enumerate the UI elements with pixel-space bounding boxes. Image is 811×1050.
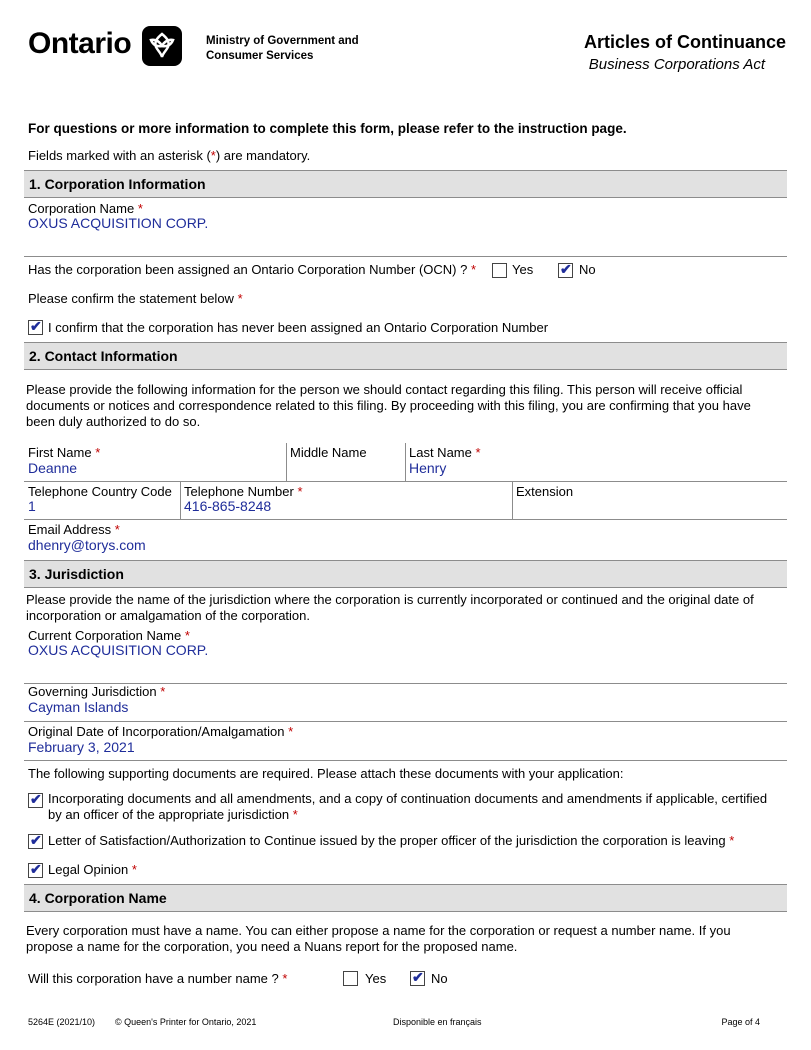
divider (24, 256, 787, 257)
section-title: 2. Contact Information (29, 348, 178, 364)
section-header-contact-info (24, 342, 787, 370)
check-icon: ✔ (560, 261, 572, 277)
middle-name-field[interactable] (290, 460, 400, 478)
required-marker: * (288, 724, 294, 739)
current-name-label (28, 628, 190, 643)
ministry-name (206, 34, 359, 64)
ocn-yes-label: Yes (512, 262, 534, 277)
question-text: Will this corporation have a number name ? (28, 971, 279, 986)
last-name-label (409, 445, 481, 460)
number-name-no-checkbox[interactable] (410, 971, 425, 986)
asterisk-symbol: * (210, 148, 216, 163)
divider (180, 481, 181, 519)
corporation-name-field[interactable]: OXUS ACQUISITION CORP. (28, 215, 209, 231)
mandatory-suffix: ) are mandatory. (215, 148, 311, 163)
form-title: Articles of Continuance (583, 32, 786, 52)
label-text: Governing Jurisdiction (28, 684, 157, 699)
paragraph-line: been duly authorized to do so. (26, 414, 201, 429)
required-marker: * (475, 445, 481, 460)
current-name-field[interactable]: OXUS ACQUISITION CORP. (28, 642, 209, 658)
check-icon: ✔ (30, 832, 42, 848)
email-label (28, 522, 120, 537)
label-text: by an officer of the appropriate jurisdiction (48, 807, 290, 822)
section-title: 3. Jurisdiction (29, 566, 124, 582)
confirm-statement: I confirm that the corporation has never been assigned an Ontario Corporation Number (48, 320, 549, 335)
required-marker: * (131, 862, 137, 877)
section-title: 4. Corporation Name (29, 890, 167, 906)
governing-jurisdiction-field[interactable]: Cayman Islands (28, 699, 129, 715)
doc-incorporating-label (48, 791, 767, 823)
ocn-yes-checkbox[interactable] (492, 263, 507, 278)
corporation-name-label (28, 201, 143, 216)
section-header-corporation-name (24, 884, 787, 912)
footer-french-link[interactable]: Disponible en français (393, 1017, 482, 1027)
required-marker: * (292, 807, 298, 822)
ministry-line-1: Ministry of Government and (206, 35, 359, 47)
incorporation-date-field[interactable]: February 3, 2021 (28, 739, 135, 755)
ontario-logo (28, 26, 188, 66)
number-name-no-label: No (431, 971, 448, 986)
divider (24, 721, 787, 722)
middle-name-label: Middle Name (290, 445, 367, 460)
mandatory-note (28, 148, 310, 163)
ministry-line-2: Consumer Services (206, 50, 314, 62)
footer-copyright: © Queen's Printer for Ontario, 2021 (115, 1017, 257, 1027)
corporation-name-intro (26, 923, 731, 955)
check-icon: ✔ (30, 318, 42, 334)
first-name-label (28, 445, 100, 460)
label-text: Legal Opinion (48, 862, 129, 877)
number-name-yes-label: Yes (365, 971, 387, 986)
paragraph-line: propose a name for the corporation, you need a Nuans report for the proposed name. (26, 939, 518, 954)
jurisdiction-intro (26, 592, 754, 624)
governing-jurisdiction-label (28, 684, 165, 699)
label-text: Email Address (28, 522, 112, 537)
required-marker: * (95, 445, 101, 460)
required-marker: * (160, 684, 166, 699)
extension-field[interactable] (516, 498, 776, 516)
label-text: Original Date of Incorporation/Amalgamation (28, 724, 285, 739)
divider (24, 760, 787, 761)
trillium-icon (142, 26, 182, 66)
divider (24, 519, 787, 520)
required-marker: * (282, 971, 288, 986)
instruction-note: For questions or more information to complete this form, please refer to the instruction page. (28, 121, 627, 136)
doc-incorporating-checkbox[interactable] (28, 793, 43, 808)
last-name-field[interactable]: Henry (409, 460, 447, 476)
first-name-field[interactable]: Deanne (28, 460, 78, 476)
phone-field[interactable]: 416-865-8248 (184, 498, 272, 514)
label-text: First Name (28, 445, 92, 460)
country-code-field[interactable]: 1 (28, 498, 36, 514)
number-name-question (28, 971, 287, 986)
label-text: Corporation Name (28, 201, 135, 216)
ocn-no-checkbox[interactable] (558, 263, 573, 278)
label-line (48, 807, 767, 823)
required-marker: * (729, 833, 735, 848)
divider (24, 481, 787, 482)
incorporation-date-label (28, 724, 293, 739)
footer-page-number: Page of 4 (721, 1017, 760, 1027)
logo-wordmark: Ontario (28, 27, 132, 60)
contact-intro (26, 382, 751, 430)
required-marker: * (237, 291, 243, 306)
confirm-prompt (28, 291, 243, 306)
paragraph-line: incorporation or amalgamation of the corporation. (26, 608, 310, 623)
phone-label (184, 484, 303, 499)
footer-form-code: 5264E (2021/10) (28, 1017, 96, 1027)
section-header-corporation-info (24, 170, 787, 198)
required-marker: * (114, 522, 120, 537)
email-field[interactable]: dhenry@torys.com (28, 537, 146, 553)
required-marker: * (297, 484, 303, 499)
section-title: 1. Corporation Information (29, 176, 206, 192)
check-icon: ✔ (30, 791, 42, 807)
paragraph-line: Please provide the name of the jurisdiction where the corporation is currently incorporated or continued and the original date of (26, 592, 754, 607)
label-text: Telephone Number (184, 484, 294, 499)
label-text: Letter of Satisfaction/Authorization to Continue issued by the proper officer of the jurisdiction the corporation is leaving (48, 833, 726, 848)
doc-legal-opinion-checkbox[interactable] (28, 863, 43, 878)
ocn-question (28, 262, 476, 277)
doc-letter-checkbox[interactable] (28, 834, 43, 849)
paragraph-line: documents or notices and correspondence related to this filing. By proceeding with this filing, you are confirming that you have (26, 398, 751, 413)
label-text: Current Corporation Name (28, 628, 182, 643)
doc-legal-opinion-label (48, 862, 137, 877)
paragraph-line: Please provide the following information for the person we should contact regarding this filing. This person will receive official (26, 382, 743, 397)
section-header-jurisdiction (24, 560, 787, 588)
ocn-no-label: No (579, 262, 596, 277)
extension-label: Extension (516, 484, 574, 499)
check-icon: ✔ (30, 861, 42, 877)
confirm-checkbox[interactable] (28, 320, 43, 335)
required-marker: * (184, 628, 190, 643)
prompt-text: Please confirm the statement below (28, 291, 234, 306)
divider (512, 481, 513, 519)
paragraph-line: Every corporation must have a name. You can either propose a name for the corporation or request a number name. If you (26, 923, 731, 938)
required-marker: * (137, 201, 143, 216)
divider (405, 443, 406, 481)
number-name-yes-checkbox[interactable] (343, 971, 358, 986)
required-marker: * (470, 262, 477, 277)
check-icon: ✔ (412, 969, 424, 985)
question-text: Has the corporation been assigned an Ontario Corporation Number (OCN) ? (28, 262, 468, 277)
mandatory-prefix: Fields marked with an asterisk ( (28, 148, 211, 163)
country-code-label: Telephone Country Code (28, 484, 172, 499)
doc-letter-label (48, 833, 734, 848)
form-subtitle: Business Corporations Act (588, 56, 765, 73)
label-line: Incorporating documents and all amendments, and a copy of continuation documents and amendments if applicable, certified (48, 791, 768, 806)
divider (286, 443, 287, 481)
supporting-docs-intro: The following supporting documents are required. Please attach these documents with your application: (28, 766, 624, 781)
label-text: Last Name (409, 445, 472, 460)
